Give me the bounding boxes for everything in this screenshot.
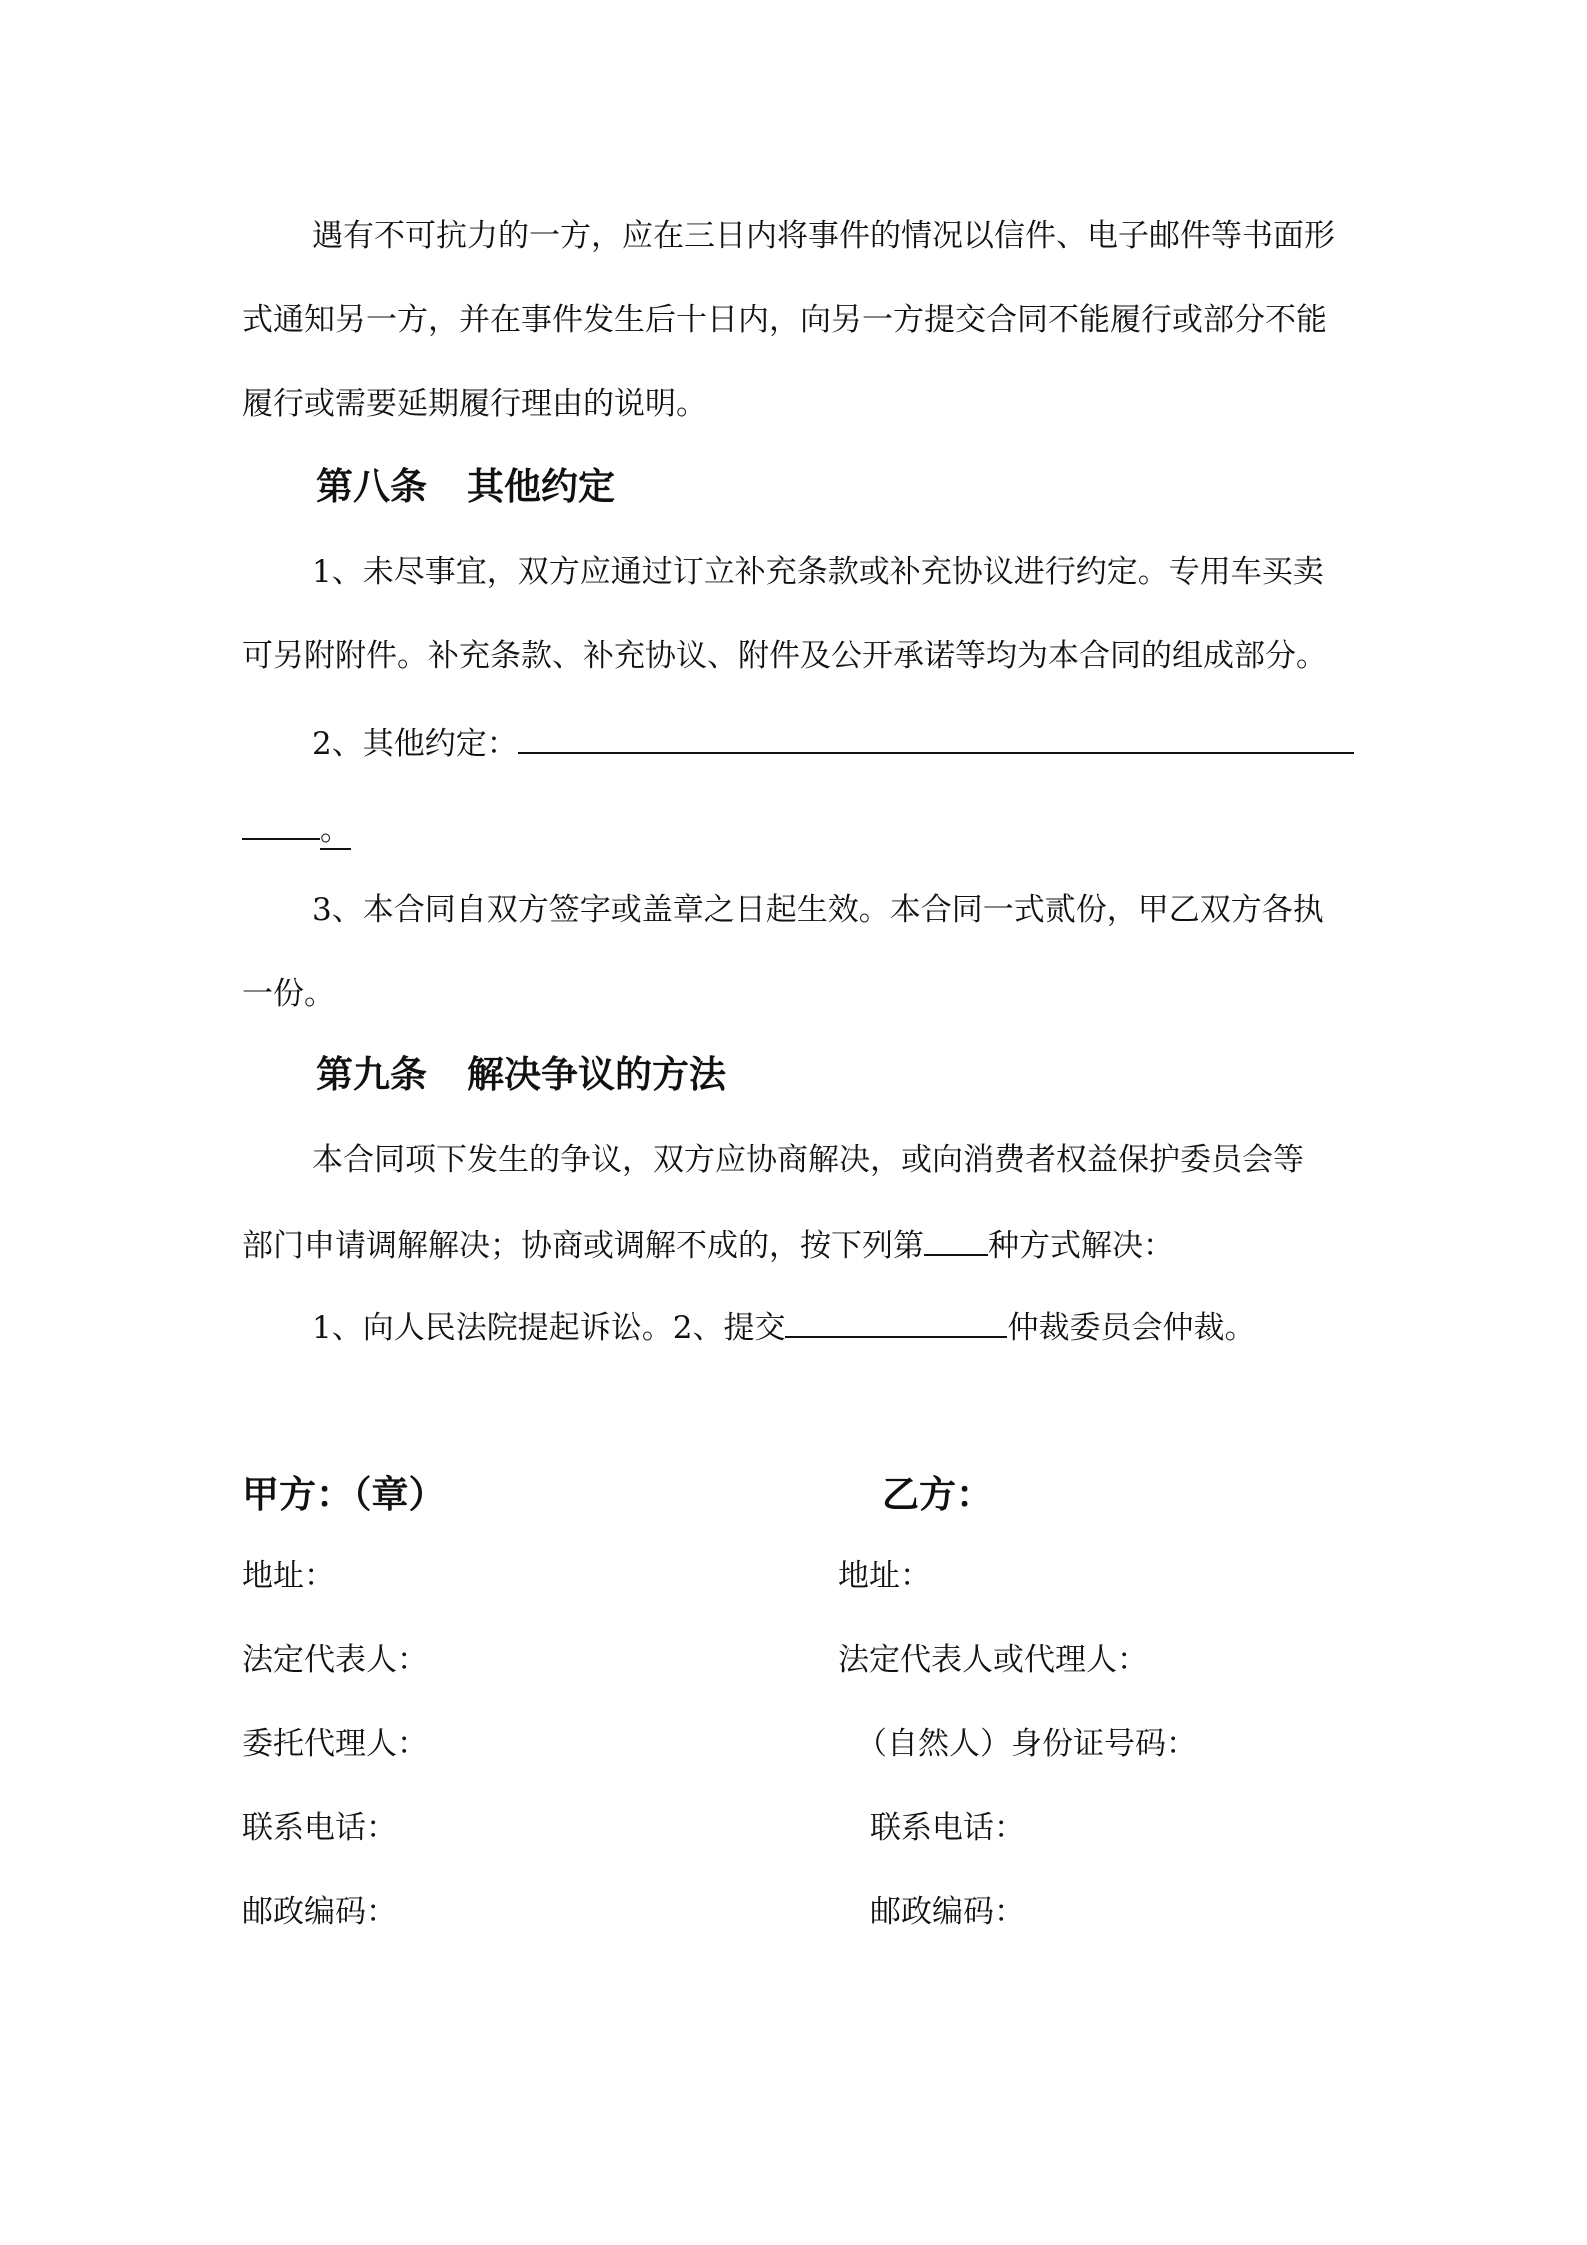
article-8-title: 其他约定 — [467, 464, 615, 508]
party-a-phone: 联系电话： — [242, 1810, 397, 1846]
party-a-postcode: 邮政编码： — [242, 1894, 397, 1930]
party-b-legal-rep: 法定代表人或代理人： — [838, 1642, 1148, 1678]
force-majeure-line-3: 履行或需要延期履行理由的说明。 — [242, 386, 707, 422]
article-8-item-3-line-2: 一份。 — [242, 976, 335, 1012]
other-agreement-blank[interactable] — [518, 722, 1354, 754]
party-a-title: 甲方：（章） — [242, 1472, 446, 1516]
resolution-method-blank[interactable] — [924, 1224, 988, 1256]
article-9-line-1: 本合同项下发生的争议，双方应协商解决，或向消费者权益保护委员会等 — [312, 1142, 1304, 1178]
article-8-item-2 — [312, 722, 1357, 764]
article-9-line-2 — [242, 1224, 1357, 1266]
article-9-line-2-suffix: 种方式解决： — [988, 1228, 1174, 1264]
other-agreement-label: 2、其他约定： — [312, 726, 518, 762]
force-majeure-line-1: 遇有不可抗力的一方，应在三日内将事件的情况以信件、电子邮件等书面形 — [312, 218, 1335, 254]
party-a-address: 地址： — [242, 1558, 335, 1594]
other-agreement-end: 。 — [320, 812, 351, 848]
article-9-heading — [316, 1052, 726, 1096]
article-8-number: 第八条 — [316, 464, 427, 508]
party-a-legal-rep: 法定代表人： — [242, 1642, 428, 1678]
article-8-item-1-line-1: 1、未尽事宜，双方应通过订立补充条款或补充协议进行约定。专用车买卖 — [312, 554, 1324, 590]
article-9-number: 第九条 — [316, 1052, 427, 1096]
article-8-item-2-continuation — [242, 808, 1357, 850]
article-8-heading — [316, 464, 615, 508]
article-8-item-1-line-2: 可另附附件。补充条款、补充协议、附件及公开承诺等均为本合同的组成部分。 — [242, 638, 1327, 674]
article-8-item-3-line-1: 3、本合同自双方签字或盖章之日起生效。本合同一式贰份，甲乙双方各执 — [312, 892, 1324, 928]
party-b-id-number: （自然人）身份证号码： — [856, 1726, 1197, 1762]
force-majeure-line-2: 式通知另一方，并在事件发生后十日内，向另一方提交合同不能履行或部分不能 — [242, 302, 1327, 338]
article-9-title: 解决争议的方法 — [467, 1052, 726, 1096]
party-a-agent: 委托代理人： — [242, 1726, 428, 1762]
article-9-line-3-suffix: 仲裁委员会仲裁。 — [1007, 1310, 1256, 1346]
arbitration-commission-blank[interactable] — [785, 1306, 1007, 1338]
party-b-postcode: 邮政编码： — [870, 1894, 1025, 1930]
party-b-phone: 联系电话： — [870, 1810, 1025, 1846]
article-9-line-3-text: 1、向人民法院提起诉讼。2、提交 — [312, 1310, 786, 1346]
party-b-address: 地址： — [838, 1558, 931, 1594]
other-agreement-blank-continued[interactable] — [242, 808, 320, 840]
article-9-line-3 — [312, 1306, 1357, 1348]
party-b-title: 乙方： — [882, 1472, 993, 1516]
article-9-line-2-text: 部门申请调解解决；协商或调解不成的，按下列第 — [242, 1228, 924, 1264]
